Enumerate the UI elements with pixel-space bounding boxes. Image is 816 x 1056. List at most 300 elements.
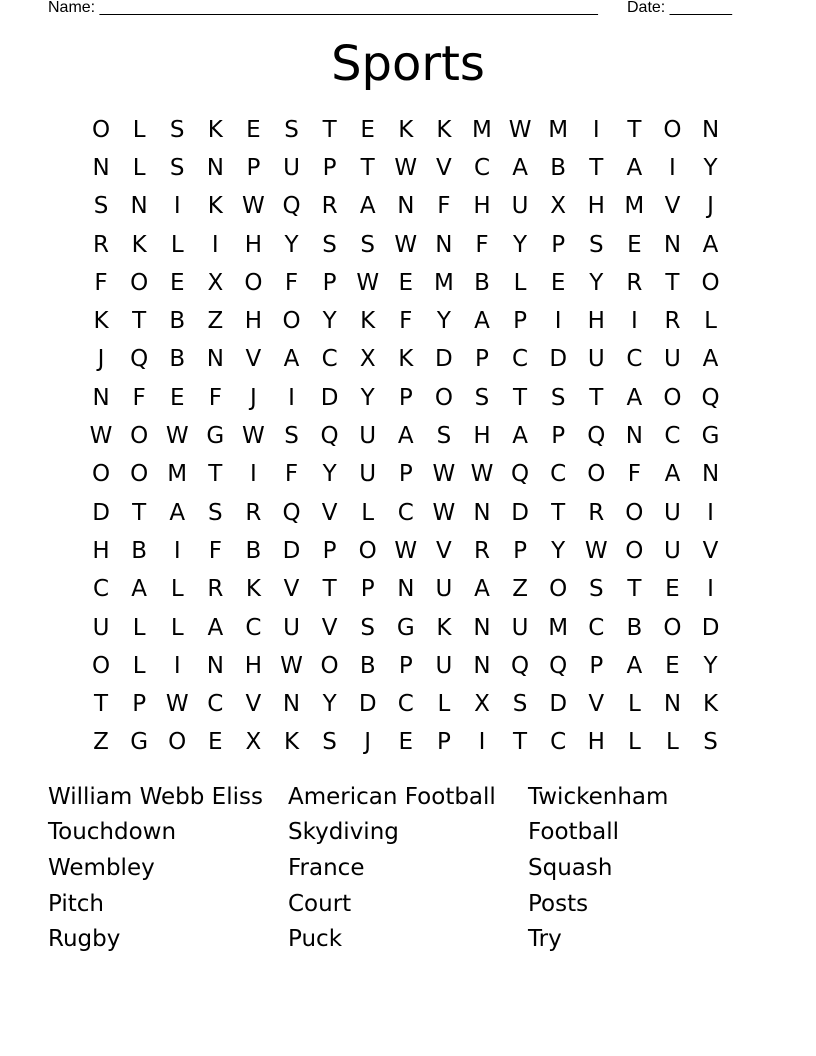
grid-letter: W: [394, 154, 418, 181]
grid-letter: T: [513, 729, 528, 756]
grid-letter: T: [208, 461, 223, 488]
grid-letter: A: [131, 576, 147, 603]
grid-letter: D: [511, 499, 529, 526]
grid-letter: P: [436, 729, 451, 756]
word-list-item: Puck: [288, 926, 343, 953]
grid-letter: U: [283, 154, 300, 181]
grid-letter: C: [512, 346, 529, 373]
grid-letter: P: [589, 652, 604, 679]
word-list-item: Twickenham: [528, 783, 669, 810]
grid-letter: P: [246, 154, 261, 181]
word-list-item: American Football: [288, 783, 496, 810]
grid-letter: K: [360, 308, 376, 335]
grid-letter: O: [320, 652, 339, 679]
grid-letter: W: [280, 652, 303, 679]
grid-letter: O: [625, 537, 644, 564]
grid-letter: A: [474, 576, 490, 603]
grid-letter: A: [359, 193, 376, 220]
grid-letter: O: [130, 461, 149, 488]
grid-letter: L: [132, 154, 146, 181]
grid-letter: A: [397, 423, 414, 450]
grid-letter: N: [130, 193, 148, 220]
grid-letter: J: [250, 384, 257, 411]
grid-letter: S: [474, 384, 490, 411]
grid-letter: O: [91, 652, 111, 679]
grid-letter: E: [398, 269, 414, 296]
grid-letter: W: [89, 423, 113, 450]
grid-letter: R: [321, 193, 338, 220]
grid-letter: D: [549, 691, 568, 718]
grid-letter: N: [473, 499, 491, 526]
grid-letter: N: [435, 231, 453, 258]
grid-letter: L: [666, 729, 679, 756]
word-list: [48, 779, 768, 957]
grid-letter: N: [397, 193, 415, 220]
grid-letter: T: [627, 116, 642, 143]
grid-letter: S: [169, 154, 185, 181]
grid-letter: Y: [322, 691, 337, 718]
grid-letter: A: [207, 614, 224, 641]
grid-letter: D: [282, 537, 301, 564]
grid-letter: C: [664, 423, 681, 450]
grid-letter: C: [473, 154, 491, 181]
grid-letter: N: [282, 691, 301, 718]
grid-letter: U: [359, 423, 377, 450]
grid-letter: O: [625, 499, 644, 526]
grid-letter: T: [94, 691, 109, 718]
grid-letter: S: [588, 576, 604, 603]
grid-letter: P: [132, 691, 147, 718]
grid-letter: D: [549, 346, 568, 373]
grid-letter: N: [663, 691, 682, 718]
grid-letter: P: [513, 308, 528, 335]
grid-letter: C: [207, 691, 224, 718]
grid-letter: M: [624, 193, 645, 220]
grid-letter: W: [394, 231, 418, 258]
grid-letter: G: [206, 423, 225, 450]
grid-letter: I: [707, 576, 714, 603]
grid-letter: M: [433, 269, 454, 296]
grid-letter: O: [91, 461, 111, 488]
grid-letter: L: [627, 729, 641, 756]
grid-letter: O: [282, 308, 301, 335]
grid-letter: X: [550, 193, 567, 220]
grid-letter: X: [245, 729, 262, 756]
grid-letter: A: [474, 308, 490, 335]
grid-letter: Q: [549, 652, 568, 679]
grid-letter: O: [587, 461, 606, 488]
grid-letter: W: [508, 116, 532, 143]
grid-letter: I: [592, 116, 600, 143]
grid-letter: N: [206, 154, 224, 181]
grid-letter: H: [244, 652, 263, 679]
grid-letter: J: [707, 193, 714, 220]
grid-letter: C: [588, 614, 605, 641]
grid-letter: P: [360, 576, 375, 603]
grid-letter: S: [360, 614, 375, 641]
grid-letter: C: [397, 691, 414, 718]
grid-letter: Y: [436, 308, 451, 335]
grid-letter: E: [550, 269, 566, 296]
grid-letter: O: [434, 384, 453, 411]
grid-letter: C: [93, 576, 110, 603]
grid-letter: F: [284, 461, 299, 488]
grid-letter: R: [588, 499, 605, 526]
grid-letter: P: [322, 154, 337, 181]
grid-letter: N: [625, 423, 643, 450]
grid-letter: G: [701, 423, 720, 450]
grid-letter: O: [244, 269, 263, 296]
grid-letter: K: [131, 231, 147, 258]
grid-letter: V: [436, 537, 452, 564]
grid-letter: W: [584, 537, 608, 564]
grid-letter: C: [550, 729, 567, 756]
grid-letter: W: [356, 269, 380, 296]
grid-letter: X: [474, 691, 490, 718]
grid-letter: A: [512, 423, 528, 450]
grid-letter: Z: [93, 729, 109, 756]
grid-letter: M: [548, 116, 569, 143]
grid-letter: A: [626, 652, 643, 679]
grid-letter: W: [242, 193, 265, 220]
grid-letter: E: [208, 729, 223, 756]
grid-letter: B: [550, 154, 567, 181]
grid-letter: K: [245, 576, 261, 603]
grid-letter: L: [704, 308, 717, 335]
grid-letter: P: [475, 346, 489, 373]
grid-letter: E: [665, 652, 680, 679]
grid-letter: F: [284, 269, 299, 296]
grid-letter: F: [94, 269, 108, 296]
word-list-item: Pitch: [48, 890, 104, 917]
grid-letter: K: [398, 116, 414, 143]
grid-letter: C: [550, 461, 567, 488]
grid-letter: F: [475, 231, 489, 258]
grid-letter: A: [664, 461, 681, 488]
grid-letter: O: [358, 537, 377, 564]
word-list-item: Touchdown: [48, 819, 177, 846]
grid-letter: A: [512, 154, 528, 181]
word-list-item: Football: [528, 819, 620, 846]
grid-letter: L: [132, 652, 146, 679]
grid-letter: B: [245, 537, 262, 564]
grid-letter: W: [165, 691, 189, 718]
grid-letter: S: [703, 729, 718, 756]
grid-letter: D: [320, 384, 339, 411]
grid-letter: T: [665, 269, 680, 296]
grid-letter: I: [554, 308, 562, 335]
grid-letter: Q: [130, 346, 149, 373]
grid-letter: G: [396, 614, 415, 641]
grid-letter: O: [549, 576, 568, 603]
grid-letter: I: [669, 154, 676, 181]
grid-letter: S: [284, 116, 299, 143]
grid-letter: N: [663, 231, 682, 258]
grid-letter: V: [702, 537, 719, 564]
grid-letter: Q: [587, 423, 606, 450]
grid-letter: I: [288, 384, 295, 411]
name-field-label: Name: ________________________________________________________: [48, 0, 598, 16]
grid-letter: C: [321, 346, 338, 373]
grid-letter: Q: [701, 384, 720, 411]
grid-letter: J: [364, 729, 372, 756]
grid-letter: I: [173, 652, 181, 679]
grid-letter: P: [513, 537, 528, 564]
grid-letter: P: [551, 423, 566, 450]
grid-letter: P: [398, 461, 413, 488]
grid-letter: Y: [360, 384, 375, 411]
grid-letter: N: [206, 652, 224, 679]
grid-letter: T: [322, 116, 337, 143]
page-title: Sports: [331, 36, 485, 92]
grid-letter: C: [397, 499, 414, 526]
grid-letter: L: [132, 614, 146, 641]
grid-letter: S: [436, 423, 452, 450]
grid-letter: I: [173, 193, 181, 220]
grid-letter: W: [432, 461, 456, 488]
grid-letter: F: [399, 308, 413, 335]
grid-letter: Y: [551, 537, 566, 564]
grid-letter: A: [626, 154, 643, 181]
grid-letter: S: [169, 116, 185, 143]
letter-grid: [82, 111, 730, 762]
grid-letter: L: [132, 116, 146, 143]
grid-letter: I: [250, 461, 257, 488]
grid-letter: I: [211, 231, 219, 258]
grid-letter: U: [435, 652, 453, 679]
grid-letter: O: [168, 729, 187, 756]
grid-letter: U: [92, 614, 110, 641]
grid-letter: E: [169, 384, 185, 411]
word-list-item: Skydiving: [288, 819, 399, 846]
grid-letter: W: [432, 499, 456, 526]
word-list-item: France: [288, 854, 365, 881]
grid-letter: S: [322, 729, 337, 756]
grid-letter: Z: [207, 308, 224, 335]
grid-letter: N: [701, 461, 720, 488]
word-list-item: Posts: [528, 890, 589, 917]
grid-letter: A: [169, 499, 186, 526]
grid-letter: X: [207, 269, 224, 296]
grid-letter: T: [360, 154, 375, 181]
grid-letter: T: [513, 384, 528, 411]
word-list-item: Try: [528, 926, 562, 953]
grid-letter: T: [589, 154, 604, 181]
grid-letter: W: [165, 423, 189, 450]
grid-letter: H: [473, 423, 491, 450]
grid-letter: G: [130, 729, 149, 756]
word-list-item: William Webb Eliss: [48, 783, 263, 810]
grid-letter: E: [169, 269, 185, 296]
grid-letter: M: [167, 461, 188, 488]
grid-letter: U: [511, 193, 529, 220]
grid-letter: C: [626, 346, 643, 373]
grid-letter: N: [473, 614, 491, 641]
grid-letter: Q: [320, 423, 339, 450]
grid-letter: H: [587, 193, 605, 220]
grid-letter: T: [132, 499, 147, 526]
grid-letter: S: [512, 691, 528, 718]
grid-letter: T: [322, 576, 337, 603]
grid-letter: F: [208, 384, 222, 411]
grid-letter: S: [284, 423, 299, 450]
grid-letter: D: [701, 614, 720, 641]
grid-letter: U: [664, 499, 681, 526]
grid-letter: Y: [513, 231, 528, 258]
grid-letter: A: [283, 346, 300, 373]
grid-letter: Z: [512, 576, 528, 603]
grid-letter: I: [707, 499, 714, 526]
grid-letter: S: [588, 231, 604, 258]
grid-letter: Y: [322, 308, 337, 335]
grid-letter: L: [170, 231, 184, 258]
grid-letter: Q: [511, 461, 530, 488]
grid-letter: R: [93, 231, 110, 258]
grid-letter: K: [436, 614, 452, 641]
grid-letter: I: [478, 729, 486, 756]
grid-letter: R: [245, 499, 262, 526]
grid-letter: H: [92, 537, 110, 564]
grid-letter: B: [131, 537, 148, 564]
grid-letter: H: [244, 231, 263, 258]
grid-letter: S: [322, 231, 337, 258]
grid-letter: F: [132, 384, 146, 411]
grid-letter: N: [473, 652, 491, 679]
grid-letter: F: [437, 193, 451, 220]
grid-letter: B: [169, 346, 186, 373]
grid-letter: N: [92, 384, 110, 411]
grid-letter: V: [321, 614, 338, 641]
grid-letter: V: [283, 576, 300, 603]
grid-letter: L: [437, 691, 451, 718]
grid-letter: V: [245, 346, 262, 373]
grid-letter: C: [245, 614, 262, 641]
grid-letter: P: [398, 652, 413, 679]
grid-letter: A: [626, 384, 643, 411]
grid-letter: R: [626, 269, 643, 296]
grid-letter: U: [587, 346, 605, 373]
grid-letter: Q: [511, 652, 530, 679]
word-list-item: Wembley: [48, 854, 155, 881]
grid-letter: P: [551, 231, 566, 258]
grid-letter: T: [551, 499, 566, 526]
grid-letter: V: [664, 193, 681, 220]
grid-letter: K: [283, 729, 300, 756]
grid-letter: B: [474, 269, 490, 296]
grid-letter: S: [360, 231, 375, 258]
grid-letter: T: [627, 576, 642, 603]
grid-letter: M: [548, 614, 569, 641]
grid-letter: R: [473, 537, 490, 564]
grid-letter: B: [169, 308, 186, 335]
grid-letter: K: [398, 346, 414, 373]
grid-letter: K: [207, 193, 223, 220]
grid-letter: S: [208, 499, 223, 526]
grid-letter: H: [587, 729, 605, 756]
grid-letter: Y: [589, 269, 604, 296]
grid-letter: E: [665, 576, 680, 603]
grid-letter: N: [206, 346, 224, 373]
grid-letter: N: [92, 154, 110, 181]
grid-letter: W: [242, 423, 265, 450]
grid-letter: O: [663, 384, 682, 411]
grid-letter: L: [170, 614, 184, 641]
grid-letter: X: [359, 346, 376, 373]
grid-letter: A: [702, 231, 719, 258]
grid-letter: I: [173, 537, 181, 564]
grid-letter: B: [626, 614, 643, 641]
grid-letter: U: [359, 461, 377, 488]
grid-letter: L: [170, 576, 184, 603]
grid-letter: U: [283, 614, 300, 641]
grid-letter: Y: [284, 231, 299, 258]
grid-letter: F: [627, 461, 641, 488]
grid-letter: J: [97, 346, 105, 373]
grid-letter: O: [663, 116, 682, 143]
grid-letter: A: [702, 346, 719, 373]
grid-letter: R: [664, 308, 681, 335]
grid-letter: V: [588, 691, 605, 718]
grid-letter: P: [398, 384, 413, 411]
word-list-item: Squash: [528, 854, 613, 881]
grid-letter: B: [359, 652, 376, 679]
grid-letter: Y: [703, 652, 718, 679]
grid-letter: E: [627, 231, 642, 258]
grid-letter: L: [361, 499, 375, 526]
grid-letter: Q: [282, 499, 301, 526]
grid-letter: R: [207, 576, 224, 603]
grid-letter: L: [627, 691, 641, 718]
grid-letter: V: [436, 154, 452, 181]
grid-letter: Y: [703, 154, 718, 181]
grid-letter: T: [589, 384, 604, 411]
grid-letter: H: [244, 308, 263, 335]
grid-letter: H: [587, 308, 605, 335]
word-list-item: Rugby: [48, 926, 121, 953]
grid-letter: M: [472, 116, 492, 143]
grid-letter: K: [207, 116, 223, 143]
grid-letter: U: [435, 576, 453, 603]
grid-letter: I: [630, 308, 638, 335]
grid-letter: O: [701, 269, 720, 296]
grid-letter: P: [322, 537, 337, 564]
grid-letter: N: [701, 116, 720, 143]
grid-letter: W: [470, 461, 494, 488]
grid-letter: V: [321, 499, 338, 526]
grid-letter: D: [92, 499, 110, 526]
grid-letter: O: [130, 269, 149, 296]
grid-letter: T: [132, 308, 147, 335]
grid-letter: L: [513, 269, 527, 296]
grid-letter: O: [91, 116, 111, 143]
word-list-item: Court: [288, 890, 352, 917]
grid-letter: S: [550, 384, 566, 411]
grid-letter: H: [473, 193, 491, 220]
grid-letter: O: [663, 614, 682, 641]
grid-letter: N: [397, 576, 415, 603]
grid-letter: Y: [322, 461, 337, 488]
grid-letter: W: [394, 537, 418, 564]
grid-letter: F: [208, 537, 222, 564]
grid-letter: P: [322, 269, 337, 296]
grid-letter: E: [360, 116, 375, 143]
grid-letter: U: [511, 614, 529, 641]
grid-letter: V: [245, 691, 262, 718]
grid-letter: S: [93, 193, 109, 220]
grid-letter: K: [703, 691, 719, 718]
grid-letter: D: [435, 346, 453, 373]
grid-letter: U: [664, 537, 681, 564]
